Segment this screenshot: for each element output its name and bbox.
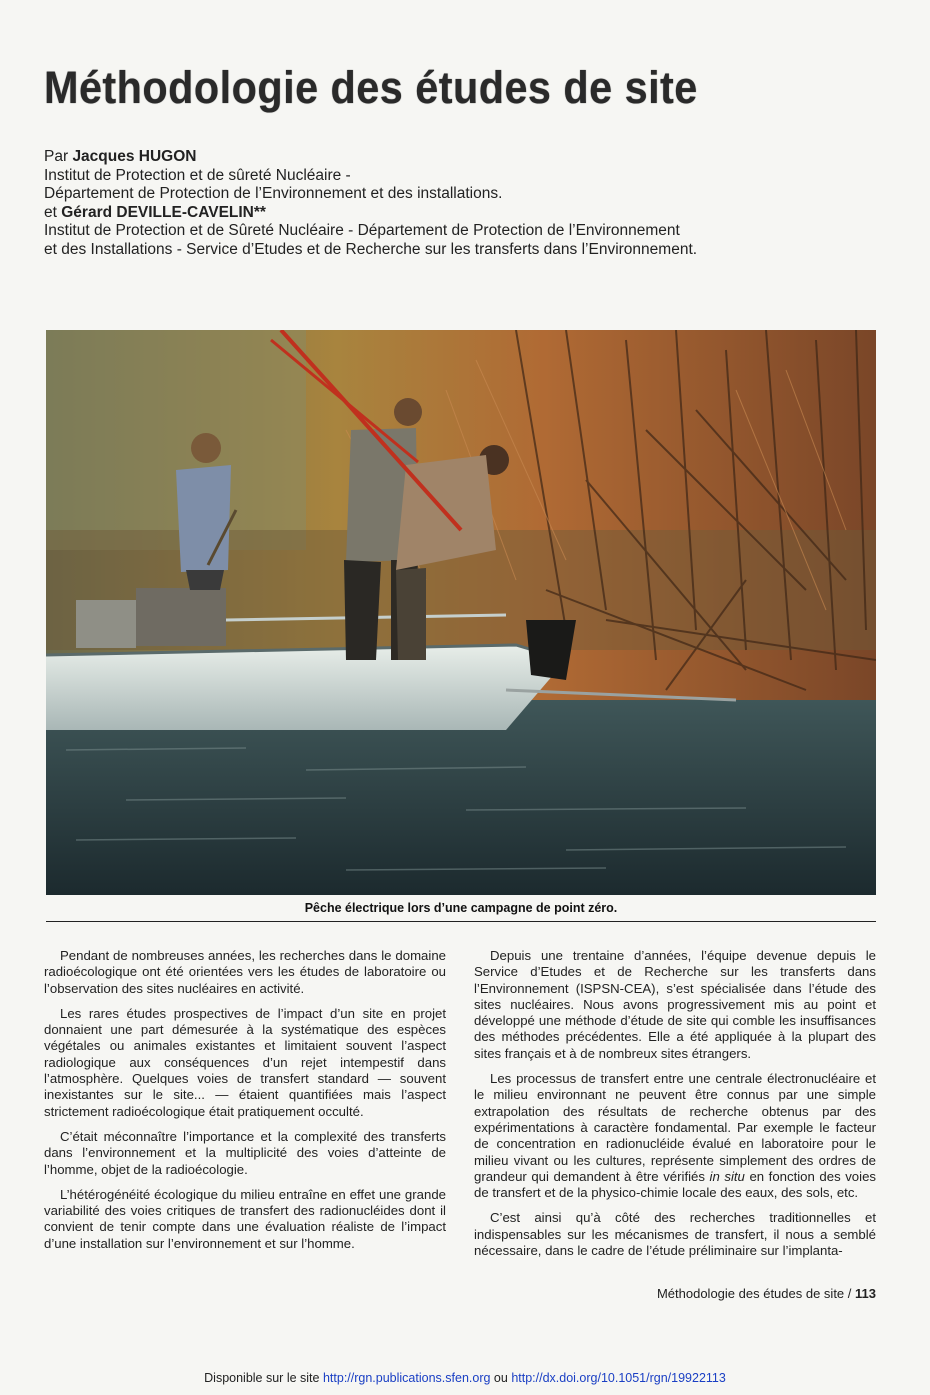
author1-name: Jacques HUGON (72, 148, 197, 165)
author-byline (44, 148, 874, 259)
left-paragraph-3: C’était méconnaître l’importance et la complexité des transferts dans l’environnement et la multiplicité des voies d’atteinte de l’homme, objet de la radioécologie. (44, 1128, 446, 1177)
page-number: 113 (855, 1286, 876, 1301)
p2-text-before: Les processus de transfert entre une centrale électronucléaire et le milieu environnant ne peuvent être connus par une simple extrapolation des résultats de recherche obtenus par des expérimentations à caractère fondamental. Par exemple le facteur de concentration en radionucléide évalué en laboratoire pour le milieu vivant ou les cultures, représente simplement des ordres de grandeur qui demandent à être vérifiés (474, 1071, 876, 1184)
author1-affiliation-line1: Institut de Protection et de sûreté Nucléaire - (44, 166, 351, 184)
byline-et: et (44, 203, 57, 221)
right-paragraph-2 (474, 1071, 876, 1201)
author1-affiliation-line2: Département de Protection de l’Environnement et des installations. (44, 185, 503, 202)
electric-fishing-photo (46, 330, 876, 895)
availability-notice (0, 1371, 930, 1385)
right-paragraph-1: Depuis une trentaine d’années, l’équipe devenue depuis le Service d’Etudes et de Recherche sur les transferts dans l’Environnement (ISPSN-CEA), s’est spécialisée dans l’étude des sites nucléaires. Nous avons progressivement mis au point et développé une méthode d’étude de site qui comble les insuffisances des méthodes précédentes. Elle a été appliquée à la plupart des sites français et à de nombreux sites étrangers. (474, 948, 876, 1061)
author2-affiliation-line1: Institut de Protection et de Sûreté Nucléaire - Département de Protection de l’Environnement (44, 222, 680, 239)
doi-link[interactable]: http://dx.doi.org/10.1051/rgn/19922113 (511, 1371, 726, 1385)
availability-prefix: Disponible sur le site (204, 1371, 320, 1385)
photo-caption: Pêche électrique lors d’une campagne de point zéro. (304, 901, 618, 915)
caption-divider (46, 921, 876, 922)
running-title: Méthodologie des études de site / (656, 1286, 852, 1301)
p2-italic-term: in situ (709, 1168, 745, 1184)
left-paragraph-2: Les rares études prospectives de l’impact d’un site en projet donnaient une part démesurée à la systématique des espèces végétales ou animales existantes et limitaient souvent l’aspect radiologique aux conséquences d’un rejet intempestif dans l’atmosphère. Quelques voies de transfert standard — souvent inexistantes sur le site... — étaient quantifiées mais l’aspect strictement radioécologique était pratiquement occulté. (44, 1005, 446, 1119)
author2-name: Gérard DEVILLE-CAVELIN** (61, 203, 266, 221)
p2-text-after: en fonction des voies de transfert et de la physico-chimie locale des eaux, des sols, etc. (474, 1168, 876, 1201)
left-paragraph-1: Pendant de nombreuses années, les recherches dans le domaine radioécologique ont été orientées vers les études de laboratoire ou l’observation des sites nucléaires en activité. (44, 948, 446, 996)
publication-link[interactable]: http://rgn.publications.sfen.org (322, 1371, 491, 1385)
author2-affiliation-line2: et des Installations - Service d’Etudes et de Recherche sur les transferts dans l’Environnement. (44, 240, 698, 258)
left-column (44, 948, 446, 1261)
left-paragraph-4: L’hétérogénéité écologique du milieu entraîne en effet une grande variabilité des voies critiques de transfert des radionucléides dont il convient de tenir compte dans une évaluation réaliste de l’impact d’une installation sur l’environnement et sur l’homme. (44, 1186, 446, 1251)
page-footer (657, 1286, 876, 1301)
author1-line (44, 148, 874, 167)
author2-line (44, 204, 874, 223)
right-column (474, 948, 876, 1268)
byline-par: Par (44, 148, 69, 165)
photo-illustration (46, 330, 876, 895)
availability-middle: ou (493, 1371, 508, 1385)
article-title: Méthodologie des études de site (44, 62, 698, 113)
right-paragraph-3: C’est ainsi qu’à côté des recherches traditionnelles et indispensables sur les mécanismes de transfert, il nous a semblé nécessaire, dans le cadre de l’étude préliminaire sur l’implanta- (474, 1210, 876, 1259)
